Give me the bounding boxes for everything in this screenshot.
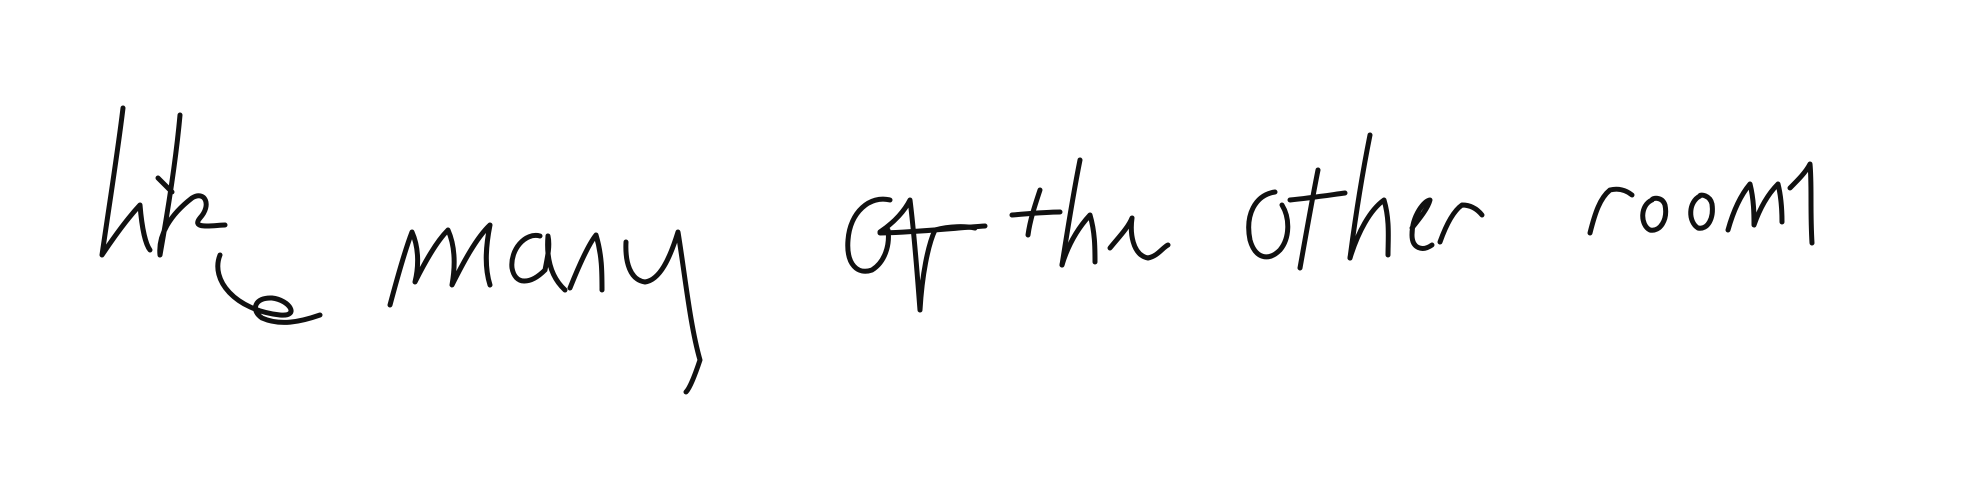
handwritten-word-many-icon	[390, 225, 700, 392]
handwritten-word-the-icon	[1012, 160, 1168, 265]
handwritten-word-rooms-icon	[1590, 164, 1812, 243]
handwritten-word-like-icon	[102, 108, 320, 322]
handwritten-word-other-icon	[1249, 135, 1482, 268]
handwritten-word-of-icon	[848, 199, 985, 310]
